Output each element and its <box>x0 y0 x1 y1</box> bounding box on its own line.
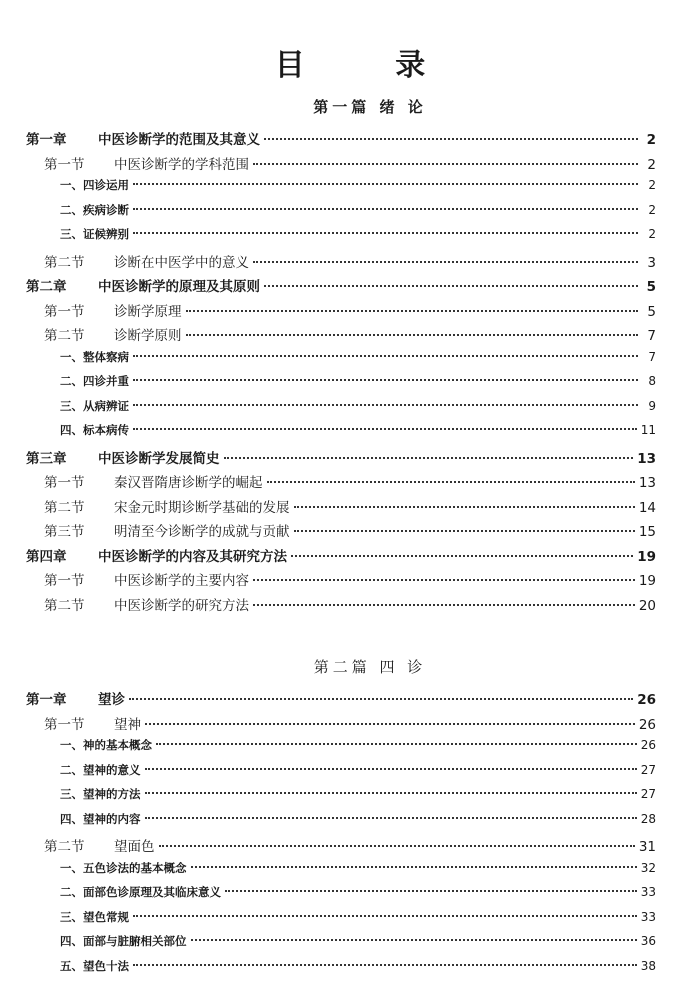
toc-section-row <box>0 251 700 276</box>
toc-section-number: 第一节 <box>44 475 85 491</box>
page-number: 7 <box>647 328 656 344</box>
toc-list <box>0 128 700 618</box>
dot-leader <box>133 964 637 966</box>
toc-chapter-title: 望诊 <box>98 692 125 708</box>
toc-section-title: 望面色 <box>114 839 155 855</box>
dot-leader <box>133 915 637 917</box>
dot-leader <box>186 310 639 312</box>
toc-entry <box>26 447 220 467</box>
dot-leader <box>294 530 635 532</box>
toc-entry <box>60 811 141 827</box>
dot-leader <box>291 555 633 557</box>
page-number: 28 <box>640 811 656 826</box>
toc-entry <box>44 835 155 855</box>
page-number: 20 <box>638 597 656 614</box>
dot-leader <box>133 232 638 234</box>
toc-section-number: 第一节 <box>44 303 85 320</box>
toc-chapter-title: 中医诊断学的范围及其意义 <box>98 132 260 148</box>
page-number: 38 <box>640 958 656 973</box>
dot-leader <box>133 183 638 185</box>
part-title: 第二篇 四 诊 <box>313 658 427 676</box>
toc-entry <box>60 786 141 802</box>
toc-section-number: 第一节 <box>44 716 85 733</box>
toc-item-row <box>0 958 700 982</box>
toc-section-number: 第二节 <box>44 254 85 271</box>
toc-entry <box>44 251 249 271</box>
toc-entry <box>44 153 249 173</box>
toc-item-title: 三、望色常规 <box>60 909 129 924</box>
page-number: 33 <box>640 909 656 924</box>
toc-section-title: 中医诊断学的学科范围 <box>114 156 249 173</box>
toc-section-title: 中医诊断学的研究方法 <box>114 597 249 614</box>
toc-section-title: 诊断学原则 <box>114 328 182 344</box>
dot-leader <box>225 890 637 892</box>
dot-leader <box>133 208 638 210</box>
toc-item-row <box>0 349 700 374</box>
page-number: 2 <box>648 178 656 192</box>
toc-chapter-number: 第一章 <box>26 132 67 148</box>
page-number: 15 <box>638 524 656 540</box>
toc-item-title: 二、四诊并重 <box>60 374 129 388</box>
toc-entry <box>60 762 141 778</box>
page-number: 27 <box>640 762 656 777</box>
toc-entry <box>26 275 260 295</box>
toc-section-row <box>0 324 700 349</box>
page-number: 26 <box>637 692 656 708</box>
dot-leader <box>133 379 638 381</box>
toc-entry <box>26 545 287 565</box>
dot-leader <box>264 138 638 140</box>
toc-entry <box>44 471 263 491</box>
toc-chapter-row <box>0 545 700 570</box>
toc-chapter-row <box>0 688 700 713</box>
toc-section-title: 望神 <box>114 716 141 733</box>
dot-leader <box>253 261 638 263</box>
toc-section-row <box>0 569 700 594</box>
page-number: 36 <box>640 934 656 948</box>
toc-section-row <box>0 594 700 619</box>
page-number: 7 <box>648 349 656 364</box>
toc-section-title: 宋金元时期诊断学基础的发展 <box>114 499 290 516</box>
toc-chapter-title: 中医诊断学的原理及其原则 <box>98 279 260 295</box>
toc-item-title: 四、标本病传 <box>60 423 129 437</box>
page-number: 11 <box>640 423 656 437</box>
dot-leader <box>145 792 637 794</box>
toc-entry <box>26 128 260 148</box>
toc-entry <box>60 202 129 218</box>
toc-chapter-number: 第一章 <box>26 692 67 708</box>
toc-item-title: 二、望神的意义 <box>60 762 141 777</box>
toc-item-row <box>0 398 700 423</box>
toc-entry <box>26 688 125 708</box>
toc-section-row <box>0 520 700 545</box>
toc-entry <box>60 958 129 974</box>
toc-item-row <box>0 933 700 958</box>
toc-item-title: 二、疾病诊断 <box>60 202 129 217</box>
dot-leader <box>133 404 638 406</box>
toc-section-title: 明清至今诊断学的成就与贡献 <box>114 524 290 540</box>
dot-leader <box>133 428 637 430</box>
toc-section-row <box>0 496 700 521</box>
toc-section-row <box>0 300 700 325</box>
toc-item-row <box>0 786 700 811</box>
toc-entry <box>60 860 187 876</box>
toc-section-row <box>0 471 700 496</box>
page-number: 3 <box>647 254 656 271</box>
toc-chapter-number: 第二章 <box>26 279 67 295</box>
toc-entry <box>60 909 129 925</box>
page-number: 32 <box>640 860 656 875</box>
page-number: 2 <box>648 227 656 241</box>
toc-section-row <box>0 713 700 738</box>
dot-leader <box>186 334 639 336</box>
toc-section-number: 第一节 <box>44 156 85 173</box>
page-number: 33 <box>640 885 656 899</box>
page-number: 5 <box>646 279 656 295</box>
toc-entry <box>44 324 182 344</box>
toc-item-row <box>0 422 700 447</box>
page-number: 19 <box>638 573 656 589</box>
page-number: 2 <box>646 132 656 148</box>
toc-entry <box>44 569 249 589</box>
page-number: 31 <box>638 839 656 855</box>
toc-section-number: 第二节 <box>44 499 85 516</box>
dot-leader <box>224 457 634 459</box>
toc-item-title: 四、面部与脏腑相关部位 <box>60 934 187 948</box>
page-number: 13 <box>638 475 656 491</box>
toc-chapter-title: 中医诊断学发展简史 <box>98 450 220 467</box>
dot-leader <box>267 481 635 483</box>
toc-item-row <box>0 860 700 885</box>
toc-section-title: 秦汉晋隋唐诊断学的崛起 <box>114 475 263 491</box>
toc-item-row <box>0 811 700 836</box>
dot-leader <box>133 355 638 357</box>
dot-leader <box>253 604 635 606</box>
toc-item-title: 三、从病辨证 <box>60 398 129 413</box>
toc-chapter-number: 第四章 <box>26 548 67 565</box>
toc-entry <box>44 713 141 733</box>
page-number: 19 <box>637 548 656 565</box>
dot-leader <box>191 866 637 868</box>
toc-item-row <box>0 737 700 762</box>
dot-leader <box>294 506 635 508</box>
dot-leader <box>145 768 637 770</box>
toc-section-number: 第三节 <box>44 524 85 540</box>
toc-section-number: 第一节 <box>44 573 85 589</box>
toc-item-title: 一、神的基本概念 <box>60 738 152 752</box>
toc-item-row <box>0 762 700 787</box>
toc-item-title: 四、望神的内容 <box>60 811 141 826</box>
dot-leader <box>253 579 635 581</box>
toc-entry <box>60 373 129 389</box>
toc-section-row <box>0 153 700 178</box>
toc-item-row <box>0 373 700 398</box>
dot-leader <box>145 817 637 819</box>
toc-entry <box>60 422 129 438</box>
page-number: 14 <box>638 499 656 516</box>
page-number: 8 <box>648 374 656 388</box>
page-number: 9 <box>648 398 656 413</box>
dot-leader <box>253 163 638 165</box>
page-number: 26 <box>638 716 656 733</box>
toc-section-row <box>0 835 700 860</box>
dot-leader <box>129 698 633 700</box>
toc-section-title: 诊断学原理 <box>114 303 182 320</box>
toc-entry <box>60 398 129 414</box>
toc-item-title: 一、四诊运用 <box>60 178 129 192</box>
toc-item-row <box>0 226 700 251</box>
dot-leader <box>145 723 635 725</box>
toc-item-row <box>0 884 700 909</box>
page-number: 13 <box>637 450 656 467</box>
page-number: 2 <box>647 156 656 173</box>
page-number: 2 <box>648 202 656 217</box>
toc-chapter-row <box>0 275 700 300</box>
toc-item-title: 三、证候辨别 <box>60 227 129 241</box>
dot-leader <box>264 285 638 287</box>
toc-section-title: 诊断在中医学中的意义 <box>114 254 249 271</box>
part-title: 第一篇 绪 论 <box>313 98 427 116</box>
toc-entry <box>60 177 129 193</box>
toc-item-row <box>0 177 700 202</box>
toc-entry <box>44 496 290 516</box>
toc-chapter-row <box>0 447 700 472</box>
toc-section-number: 第二节 <box>44 597 85 614</box>
toc-item-title: 五、望色十法 <box>60 958 129 973</box>
toc-item-title: 三、望神的方法 <box>60 787 141 801</box>
page-title: 目 录 <box>274 48 466 83</box>
toc-entry <box>60 349 129 365</box>
dot-leader <box>191 939 637 941</box>
toc-chapter-number: 第三章 <box>26 450 67 467</box>
toc-section-number: 第二节 <box>44 328 85 344</box>
dot-leader <box>159 845 635 847</box>
page-number: 27 <box>640 787 656 801</box>
toc-item-row <box>0 909 700 934</box>
toc-entry <box>44 594 249 614</box>
toc-chapter-row <box>0 128 700 153</box>
toc-entry <box>60 933 187 949</box>
toc-list <box>0 688 700 982</box>
toc-item-row <box>0 202 700 227</box>
page-number: 26 <box>640 738 656 752</box>
toc-entry <box>44 300 182 320</box>
toc-section-number: 第二节 <box>44 839 85 855</box>
toc-item-title: 一、整体察病 <box>60 349 129 364</box>
page-number: 5 <box>647 303 656 320</box>
toc-entry <box>44 520 290 540</box>
toc-entry <box>60 737 152 753</box>
toc-section-title: 中医诊断学的主要内容 <box>114 573 249 589</box>
toc-entry <box>60 226 129 242</box>
toc-item-title: 二、面部色诊原理及其临床意义 <box>60 885 221 899</box>
toc-entry <box>60 884 221 900</box>
toc-item-title: 一、五色诊法的基本概念 <box>60 860 187 875</box>
toc-chapter-title: 中医诊断学的内容及其研究方法 <box>98 548 287 565</box>
dot-leader <box>156 743 637 745</box>
